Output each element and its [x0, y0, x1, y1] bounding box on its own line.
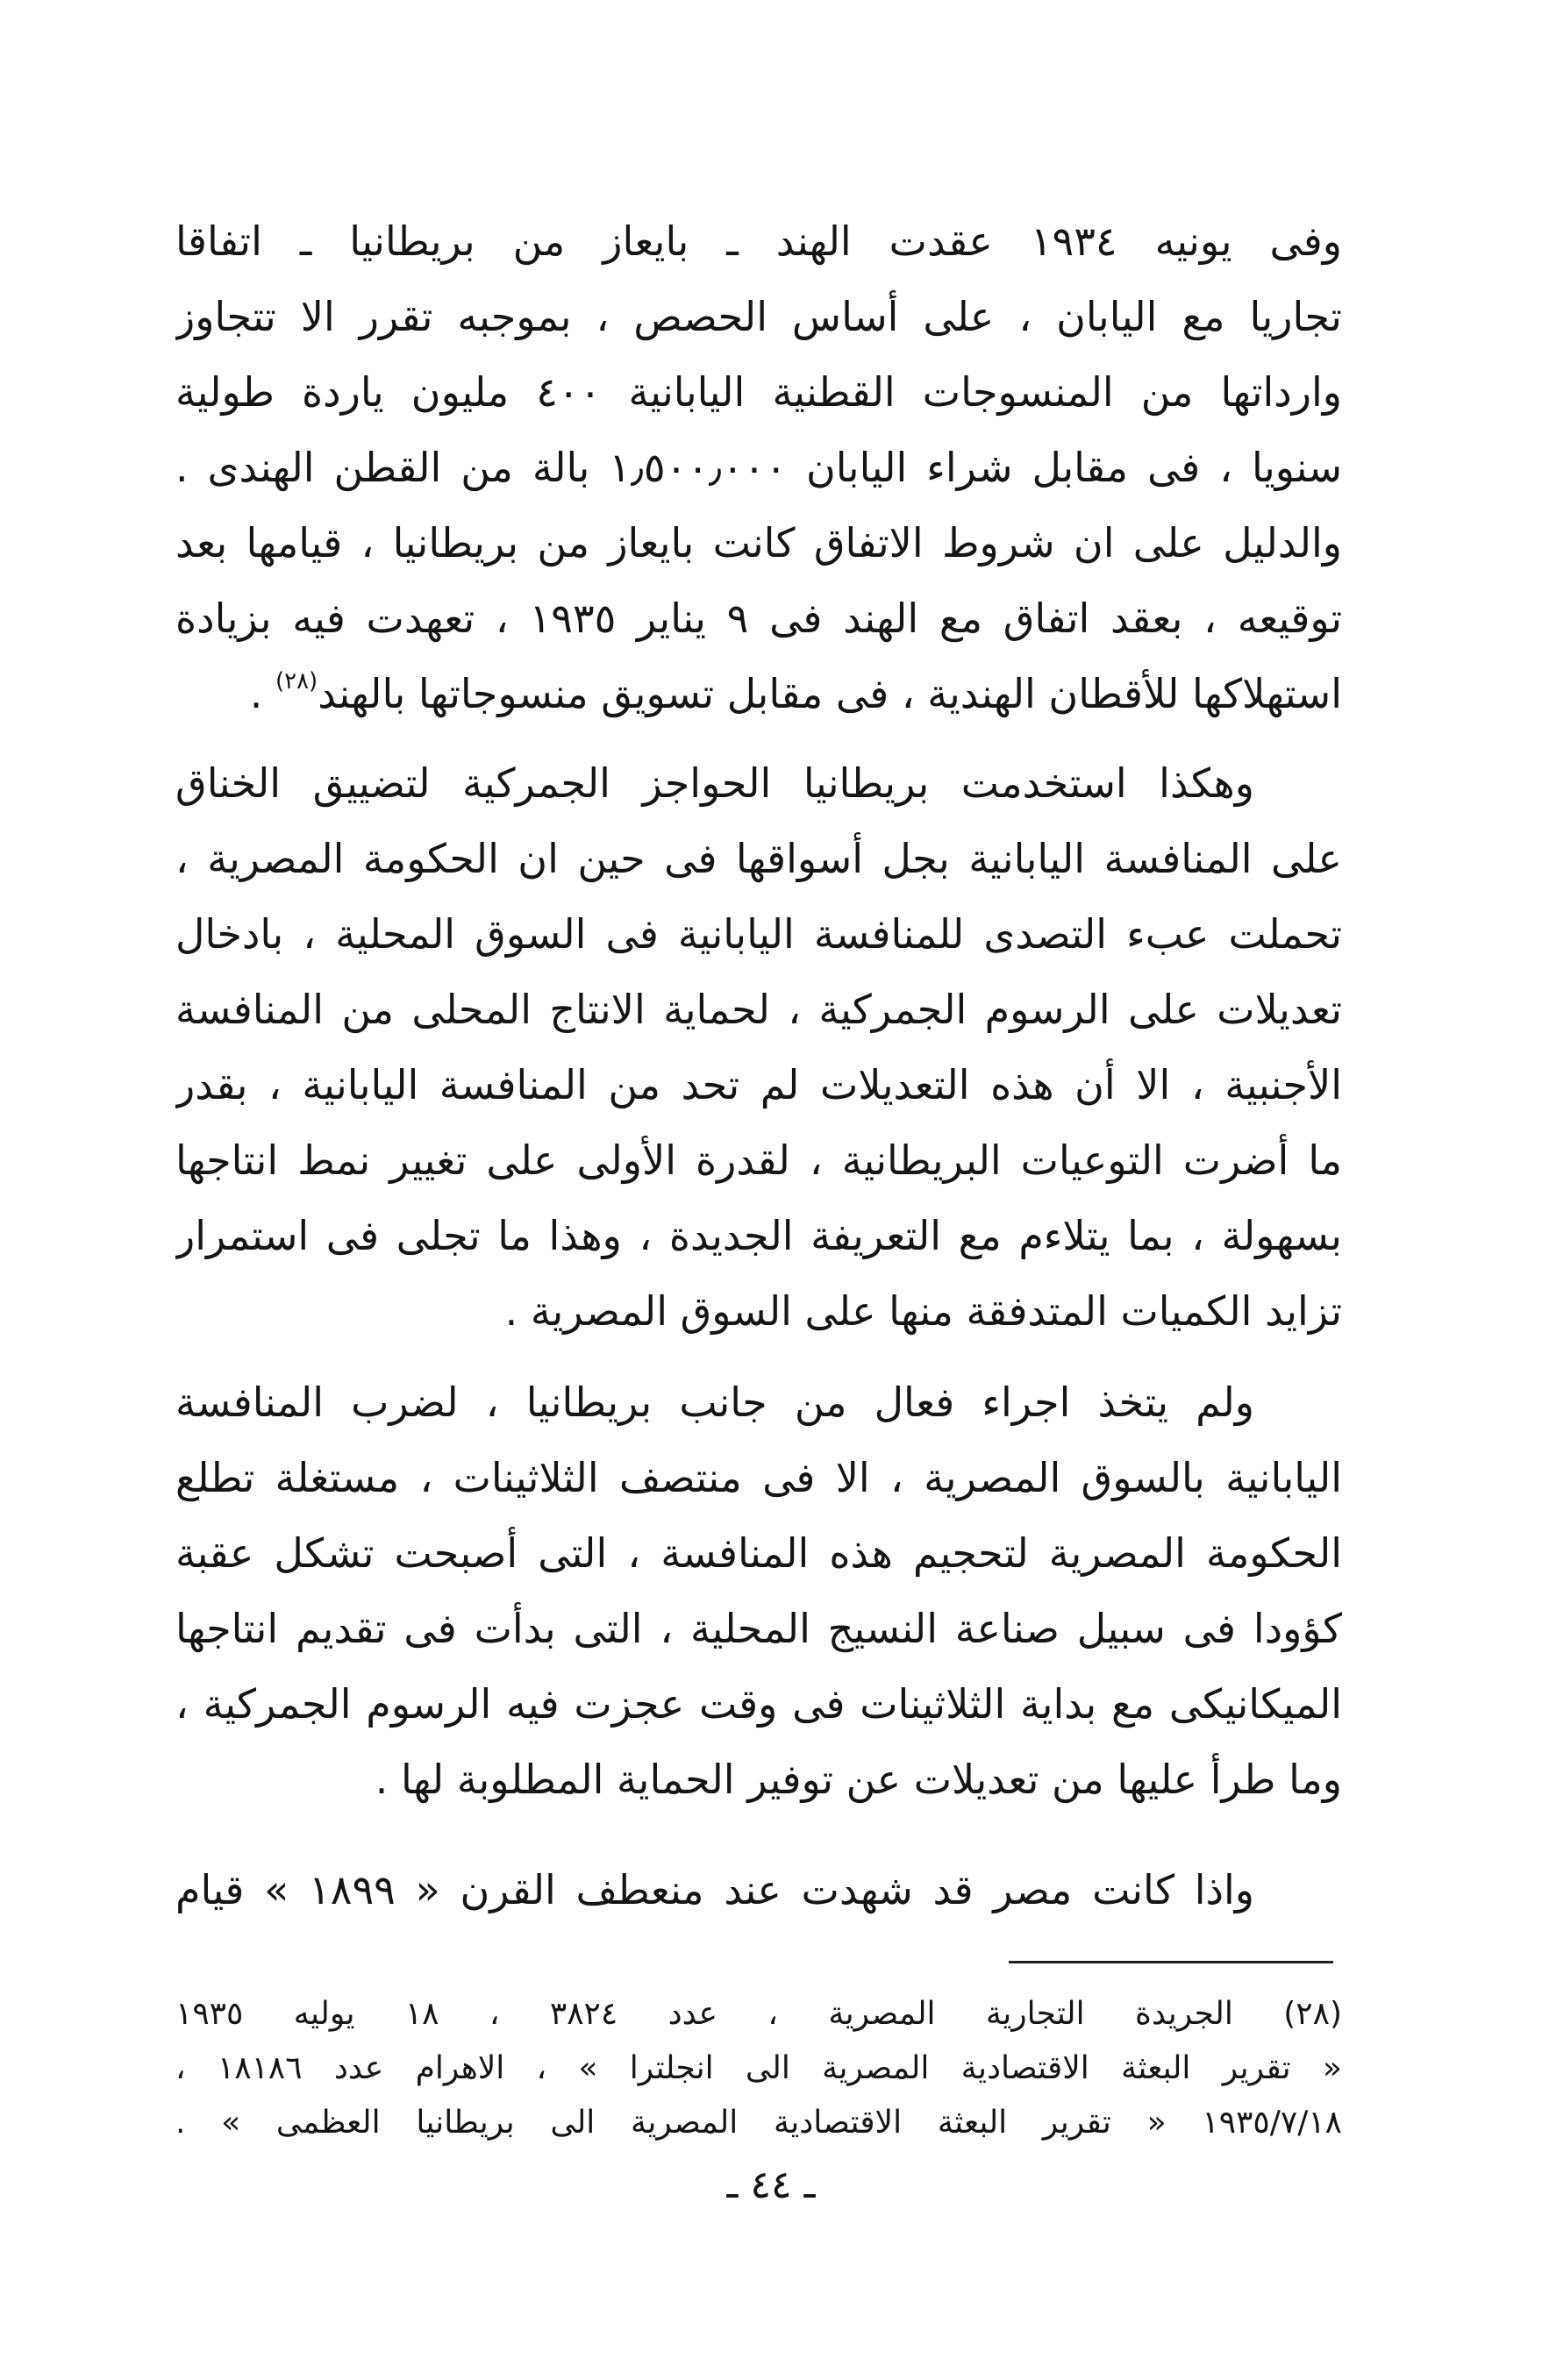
paragraph-line — [175, 656, 1342, 731]
paragraph-line: توقيعه ، بعقد اتفاق مع الهند فى ٩ يناير ١٩٣٥ ، تعهدت فيه بزيادة — [175, 595, 1342, 642]
paragraph-line: واذا كانت مصر قد شهدت عند منعطف القرن « ١٨٩٩ » قيام — [175, 1866, 1254, 1913]
footnote-separator — [1009, 1961, 1333, 1963]
paragraph-line: الحكومة المصرية لتحجيم هذه المنافسة ، التى أصبحت تشكل عقبة — [175, 1529, 1342, 1577]
footnote-line: « تقرير البعثة الاقتصادية المصرية الى انجلترا » ، الاهرام عدد ١٨١٨٦ ، — [175, 2050, 1342, 2086]
paragraph-3 — [175, 1365, 1342, 1817]
footnote-line: (٢٨) الجريدة التجارية المصرية ، عدد ٣٨٢٤ ، ١٨ يوليه ١٩٣٥ — [175, 1996, 1342, 2032]
paragraph-line: تحملت عبء التصدى للمنافسة اليابانية فى السوق المحلية ، بادخال — [175, 910, 1342, 958]
paragraph-2 — [175, 745, 1342, 1349]
paragraph-line: وارداتها من المنسوجات القطنية اليابانية ٤٠٠ مليون ياردة طولية — [175, 368, 1342, 416]
paragraph-line: وهكذا استخدمت بريطانيا الحواجز الجمركية لتضييق الخناق — [175, 759, 1254, 807]
paragraph-line: بسهولة ، بما يتلاءم مع التعريفة الجديدة ، وهذا ما تجلى فى استمرار — [175, 1212, 1342, 1259]
paragraph-line: سنويا ، فى مقابل شراء اليابان ١٫٥٠٠٫٠٠٠ بالة من القطن الهندى . — [175, 444, 1342, 491]
paragraph-line: ما أضرت التوعيات البريطانية ، لقدرة الأولى على تغيير نمط انتاجها — [175, 1137, 1342, 1184]
paragraph-line: تزايد الكميات المتدفقة منها على السوق المصرية . — [504, 1287, 1342, 1335]
paragraph-1 — [175, 203, 1342, 731]
footnote-line: ١٩٣٥/٧/١٨ « تقرير البعثة الاقتصادية المصرية الى بريطانيا العظمى » . — [175, 2105, 1342, 2141]
paragraph-line: اليابانية بالسوق المصرية ، الا فى منتصف الثلاثينات ، مستغلة تطلع — [175, 1454, 1342, 1501]
paragraph-line-text: استهلاكها للأقطان الهندية ، فى مقابل تسويق منسوجاتها بالهند — [318, 670, 1342, 717]
paragraph-line: ولم يتخذ اجراء فعال من جانب بريطانيا ، لضرب المنافسة — [175, 1379, 1254, 1426]
footnote-reference: (٢٨) — [275, 668, 318, 695]
paragraph-line: تعديلات على الرسوم الجمركية ، لحماية الانتاج المحلى من المنافسة — [175, 986, 1342, 1033]
page-number: ـ ٤٤ ـ — [726, 2163, 816, 2207]
paragraph-line: الأجنبية ، الا أن هذه التعديلات لم تحد من المنافسة اليابانية ، بقدر — [175, 1061, 1342, 1108]
paragraph-4 — [175, 1852, 1342, 1928]
paragraph-line: وفى يونيه ١٩٣٤ عقدت الهند ـ بايعاز من بريطانيا ـ اتفاقا — [175, 217, 1342, 265]
footnotes — [175, 1987, 1342, 2150]
paragraph-line: تجاريا مع اليابان ، على أساس الحصص ، بموجبه تقرر الا تتجاوز — [175, 293, 1342, 340]
sentence-end: . — [249, 670, 275, 717]
paragraph-line: وما طرأ عليها من تعديلات عن توفير الحماية المطلوبة لها . — [375, 1756, 1342, 1803]
paragraph-line: على المنافسة اليابانية بجل أسواقها فى حين ان الحكومة المصرية ، — [175, 835, 1342, 882]
paragraph-line: كؤودا فى سبيل صناعة النسيج المحلية ، التى بدأت فى تقديم انتاجها — [175, 1605, 1342, 1652]
paragraph-line: الميكانيكى مع بداية الثلاثينات فى وقت عجزت فيه الرسوم الجمركية ، — [175, 1680, 1342, 1728]
paragraph-line: والدليل على ان شروط الاتفاق كانت بايعاز من بريطانيا ، قيامها بعد — [175, 519, 1342, 566]
